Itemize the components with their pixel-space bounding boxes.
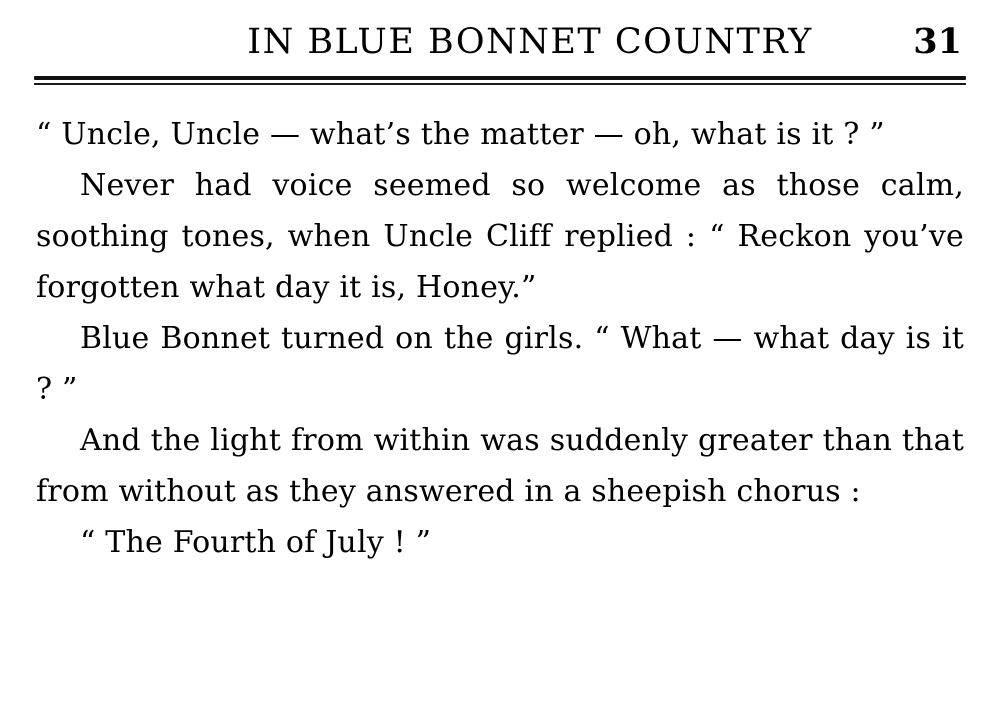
header-rule-thin (34, 83, 966, 85)
page-number: 31 (913, 21, 962, 62)
paragraph: “ The Fourth of July ! ” (80, 525, 432, 560)
paragraph: Blue Bonnet turned on the girls. “ What — what day is it ? ” (36, 321, 964, 407)
paragraph: Never had voice seemed so welcome as those calm, soothing tones, when Uncle Cliff replied : “ Reckon you’ve forgotten what day it is, Honey.” (36, 168, 964, 305)
page-header (30, 0, 970, 62)
paragraph: “ Uncle, Uncle — what’s the matter — oh, what is it ? ” (36, 117, 885, 152)
paragraph: And the light from within was suddenly greater than that from without as they answered in a sheepish chorus : (36, 423, 964, 509)
running-head: IN BLUE BONNET COUNTRY (247, 22, 813, 62)
header-rule (30, 76, 970, 85)
body-text (30, 109, 970, 568)
